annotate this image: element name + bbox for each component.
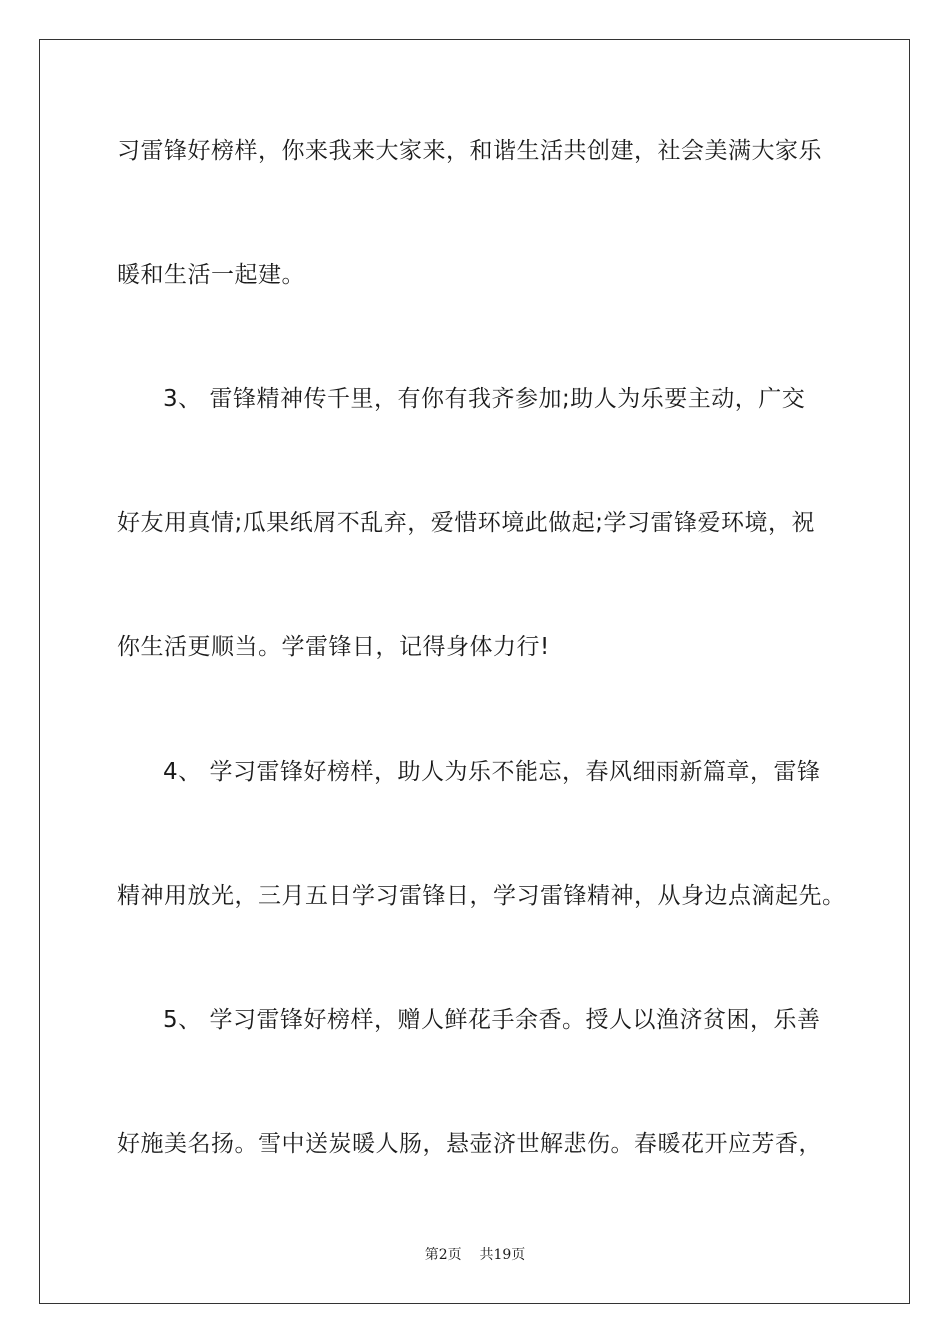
text-line: 你生活更顺当。学雷锋日，记得身体力行!: [117, 634, 550, 660]
total-pages: 共19页: [479, 1247, 526, 1263]
page-footer: [0, 1246, 950, 1264]
text-line: 好施美名扬。雪中送炭暖人肠，悬壶济世解悲伤。春暖花开应芳香，: [117, 1131, 822, 1157]
text-line: 4、 学习雷锋好榜样，助人为乐不能忘，春风细雨新篇章，雷锋: [163, 759, 821, 785]
text-line: 5、 学习雷锋好榜样，赠人鲜花手余香。授人以渔济贫困，乐善: [163, 1007, 821, 1033]
text-line: 暖和生活一起建。: [117, 262, 305, 288]
page-border: [39, 39, 910, 1304]
page-number: 第2页: [424, 1247, 462, 1263]
text-line: 习雷锋好榜样，你来我来大家来，和谐生活共创建，社会美满大家乐: [117, 138, 822, 164]
text-line: 精神用放光，三月五日学习雷锋日，学习雷锋精神，从身边点滴起先。: [117, 883, 846, 909]
text-line: 3、 雷锋精神传千里，有你有我齐参加;助人为乐要主动，广交: [163, 386, 806, 412]
text-line: 好友用真情;瓜果纸屑不乱弃，爱惜环境此做起;学习雷锋爱环境，祝: [117, 510, 815, 536]
